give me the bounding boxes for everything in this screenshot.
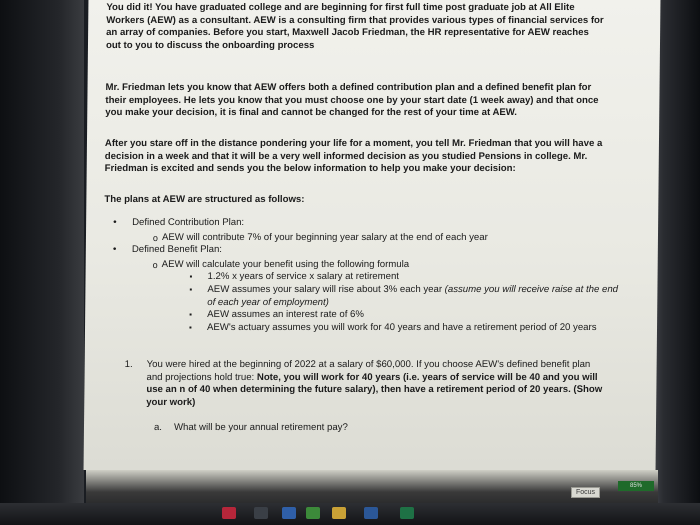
- db-actuary-text: AEW's actuary assumes you will work for 40 years and have a retirement period of 20 years: [206, 321, 597, 333]
- question-note: Note, you will work for 40 years (i.e. years of service will be 40 and you will use an n of 40 when determining the future salary), then have a retirement period of 20 years. (Show your work): [146, 371, 603, 408]
- word-icon[interactable]: [364, 507, 378, 519]
- question-number: 1.: [124, 359, 133, 370]
- zoom-level[interactable]: 85%: [618, 481, 654, 491]
- dc-label: Defined Contribution Plan:: [132, 217, 245, 228]
- list-item-db-detail: [104, 259, 624, 272]
- taskbar-app-icon[interactable]: [222, 507, 236, 519]
- question-1a: [102, 422, 602, 435]
- focus-mode-button[interactable]: Focus: [571, 487, 600, 498]
- db-salary-item: [103, 284, 623, 309]
- db-detail: AEW will calculate your benefit using the following formula: [161, 258, 410, 270]
- sub-question-letter: a.: [153, 422, 163, 433]
- sub-question-text: What will be your annual retirement pay?: [173, 422, 348, 433]
- taskbar-app-icon[interactable]: [282, 507, 296, 519]
- taskbar-app-icon[interactable]: [332, 507, 346, 519]
- list-item-dc-detail: [104, 232, 624, 245]
- question-text: You were hired at the beginning of 2022 at a salary of $60,000. If you choose AEW's defined benefit plan and projections hold true:: [146, 359, 591, 383]
- db-salary-text: AEW assumes your salary will rise about 3% each year: [207, 283, 443, 295]
- document-page[interactable]: [84, 0, 661, 470]
- bullet-circle-icon: o: [152, 259, 158, 270]
- db-formula-item: [103, 271, 623, 284]
- taskbar-app-icon[interactable]: [306, 507, 320, 519]
- list-item-dc: [104, 217, 624, 230]
- db-interest-item: [103, 309, 623, 322]
- bullet-circle-icon: o: [152, 232, 159, 243]
- decision-paragraph: After you stare off in the distance pondering your life for a moment, you tell Mr. Friedman that you will have a decision in a week and that it will be a very well informed decision as you studied Pensions in college. Mr. Friedman is excited and sends you the below information to help you make your decision:: [104, 138, 603, 175]
- bullet-disc-icon: •: [113, 217, 117, 228]
- taskbar-app-icon[interactable]: [254, 507, 268, 519]
- taskbar: [0, 503, 700, 525]
- db-actuary-item: [103, 322, 623, 335]
- plans-heading: The plans at AEW are structured as follows:: [104, 194, 305, 205]
- db-salary-italic: (assume you will receive raise at the end of each year of employment): [207, 283, 619, 308]
- bullet-square-icon: ▪: [188, 322, 192, 332]
- db-interest-text: AEW assumes an interest rate of 6%: [207, 309, 364, 321]
- bullet-square-icon: ▪: [189, 284, 193, 294]
- plan-choice-paragraph: Mr. Friedman lets you know that AEW offers both a defined contribution plan and a defined benefit plan for their employees. He lets you know that you must choose one by your start date (1 week away) and that once you make your decision, it is final and cannot be changed for the rest of your time at AEW.: [105, 82, 599, 119]
- db-formula-text: 1.2% x years of service x salary at retirement: [207, 271, 400, 283]
- bullet-square-icon: ▪: [189, 272, 193, 282]
- plans-list: [103, 217, 624, 334]
- list-item-db: [104, 244, 624, 257]
- screen-bezel-right: [654, 0, 700, 525]
- screen-bezel-left: [0, 0, 84, 525]
- intro-paragraph: You did it! You have graduated college and are beginning for first full time post graduate job at All Elite Workers (AEW) as a consultant. AEW is a consulting firm that provides various types of financial services for an array of companies. Before you start, Maxwell Jacob Friedman, the HR representative for AEW reaches out to you to discuss the onboarding process: [105, 2, 604, 51]
- db-label: Defined Benefit Plan:: [131, 244, 223, 256]
- dc-detail: AEW will contribute 7% of your beginning year salary at the end of each year: [161, 231, 488, 243]
- question-1: [102, 359, 603, 409]
- bullet-square-icon: ▪: [189, 310, 193, 320]
- bullet-disc-icon: •: [112, 244, 117, 256]
- excel-icon[interactable]: [400, 507, 414, 519]
